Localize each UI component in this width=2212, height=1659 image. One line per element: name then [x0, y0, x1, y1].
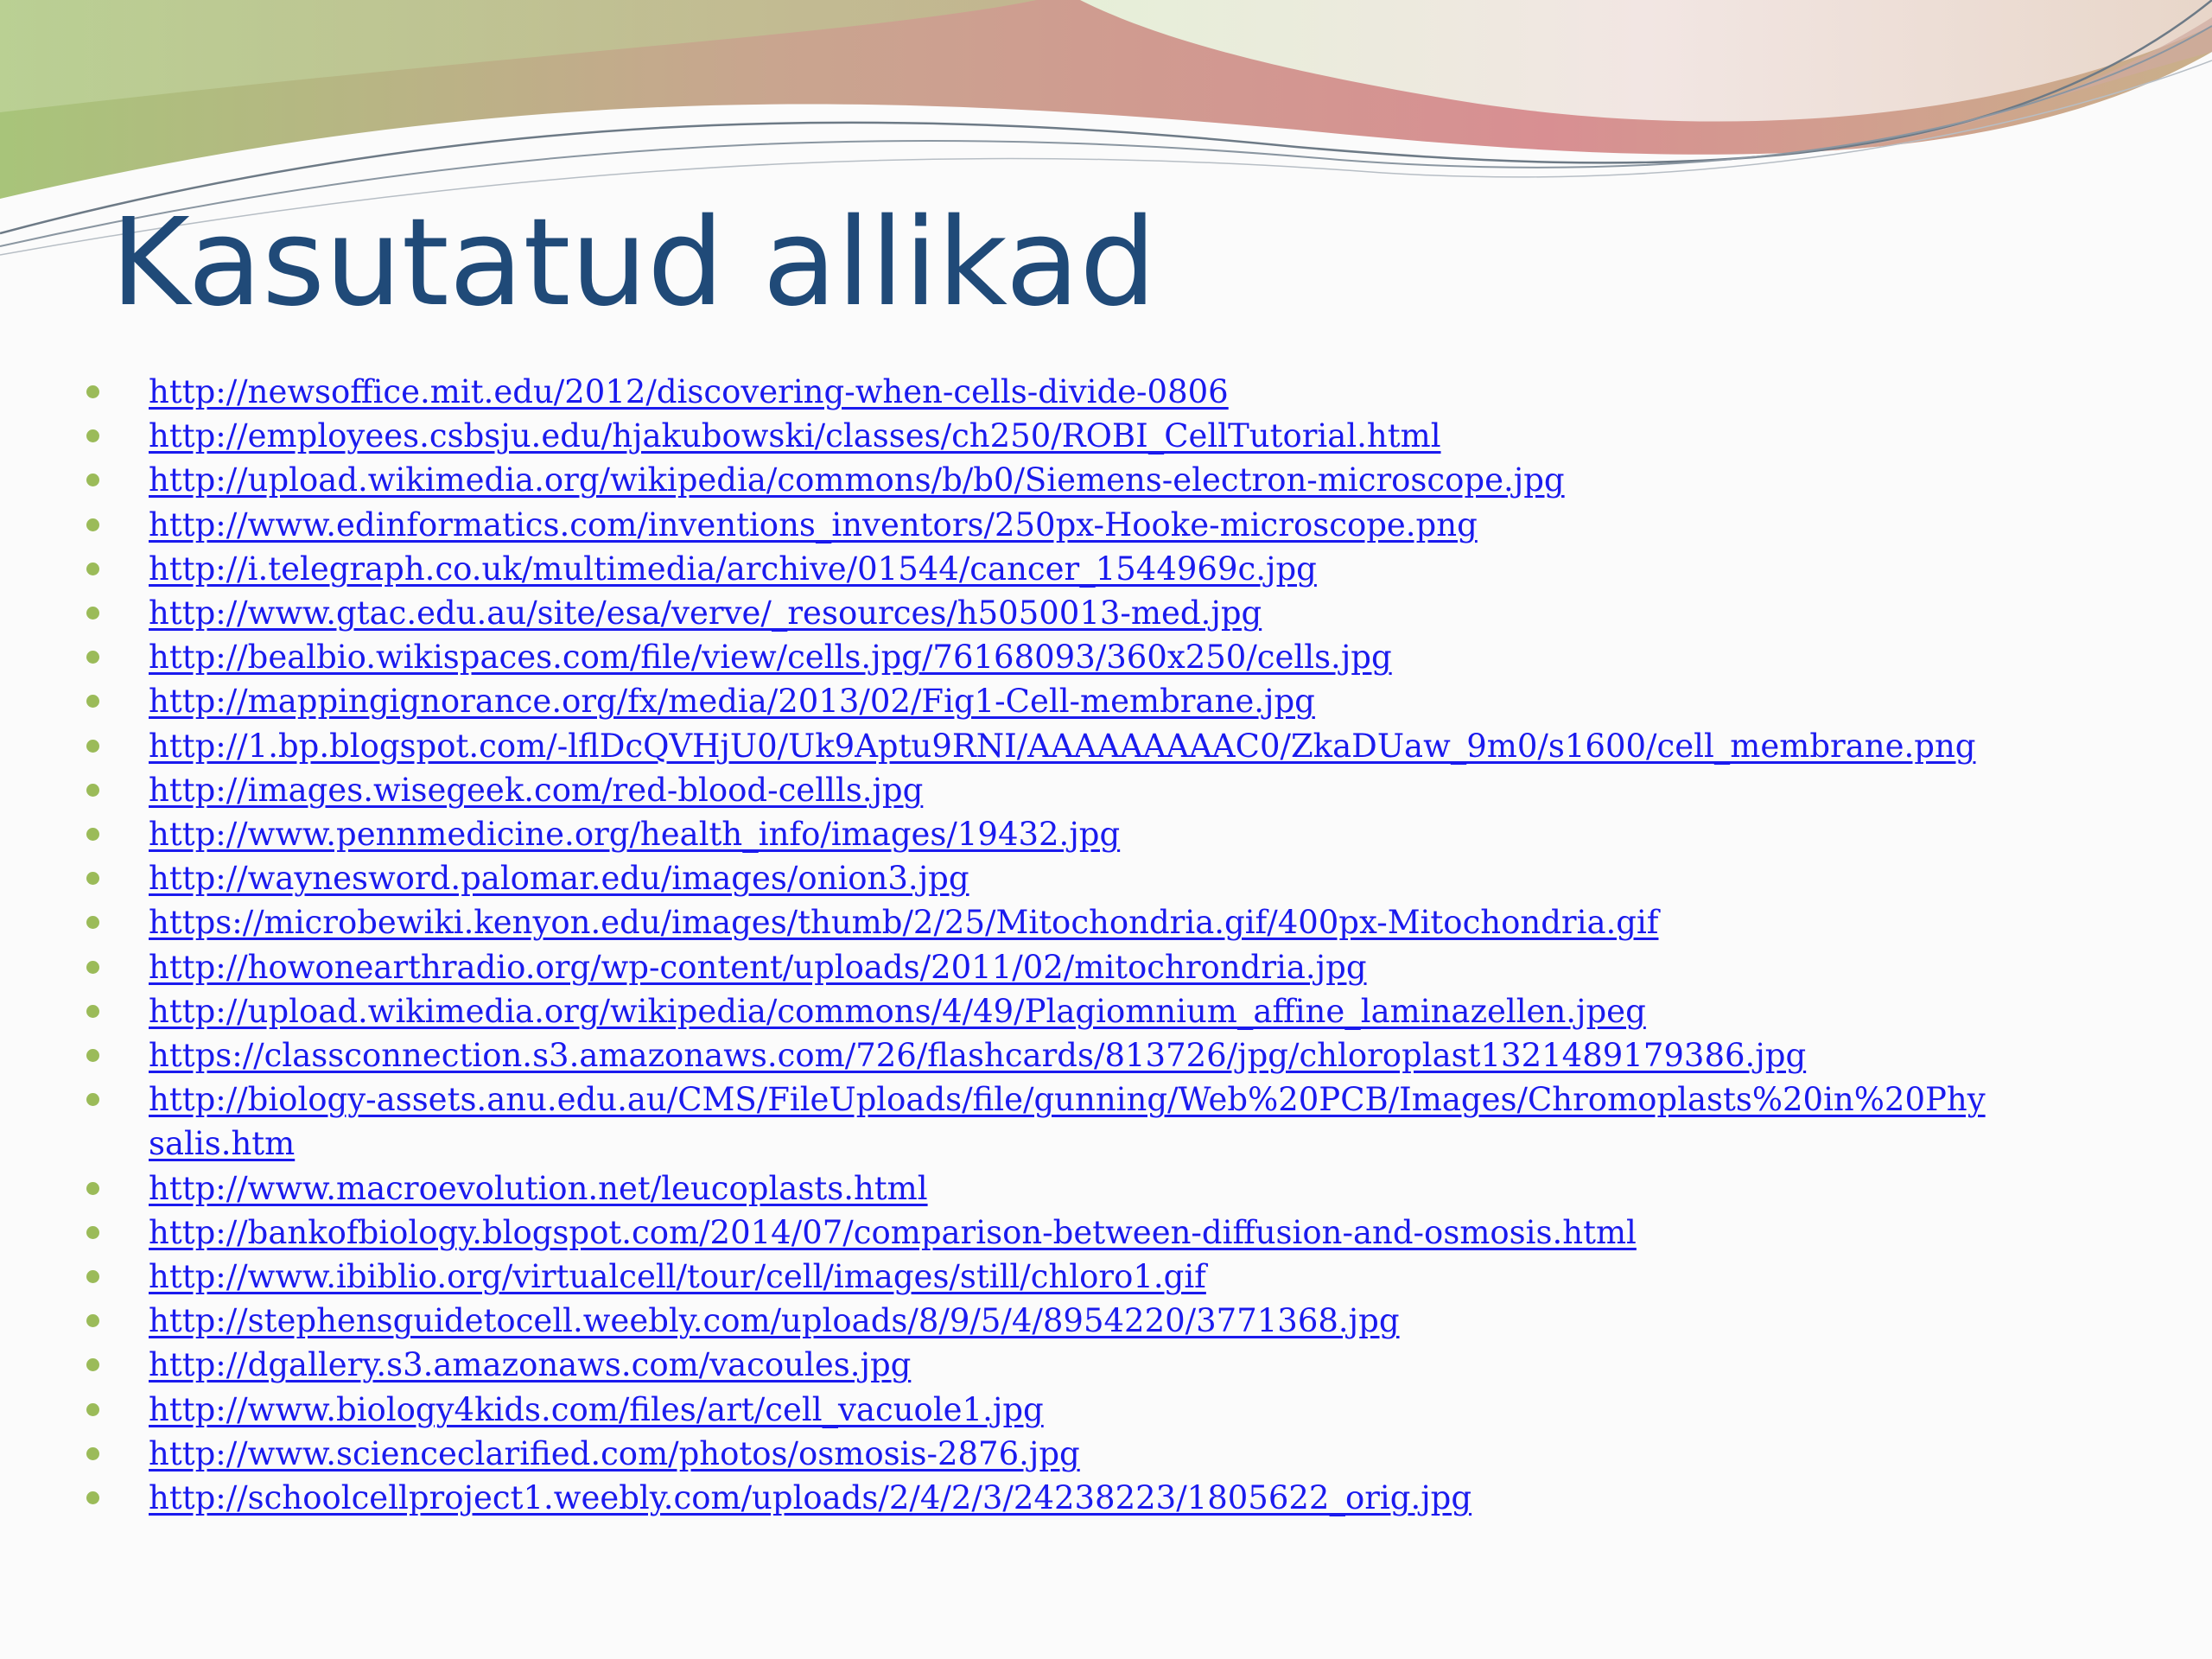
list-item — [83, 503, 2157, 547]
list-item — [83, 900, 2157, 944]
bullet-icon — [86, 1491, 99, 1504]
list-item — [83, 414, 2157, 458]
list-item — [83, 370, 2157, 414]
slide-title: Kasutatud allikad — [111, 193, 1157, 334]
list-item — [83, 856, 2157, 900]
source-link[interactable]: http://stephensguidetocell.weebly.com/uploads/8/9/5/4/8954220/3771368.jpg — [149, 1302, 1400, 1340]
bullet-icon — [86, 385, 99, 398]
source-link[interactable]: http://waynesword.palomar.edu/images/onion3.jpg — [149, 860, 969, 898]
source-link[interactable]: https://microbewiki.kenyon.edu/images/thumb/2/25/Mitochondria.gif/400px-Mitochondria.gif — [149, 904, 1659, 942]
list-item — [83, 1432, 2157, 1476]
source-link[interactable]: http://upload.wikimedia.org/wikipedia/commons/b/b0/Siemens-electron-microscope.jpg — [149, 461, 1565, 499]
bullet-icon — [86, 429, 99, 442]
source-link[interactable]: http://www.biology4kids.com/files/art/cell_vacuole1.jpg — [149, 1390, 1044, 1428]
source-link[interactable]: http://www.edinformatics.com/inventions_inventors/250px-Hooke-microscope.png — [149, 505, 1478, 543]
bullet-icon — [86, 474, 99, 486]
source-link[interactable]: http://www.pennmedicine.org/health_info/images/19432.jpg — [149, 816, 1121, 854]
bullet-icon — [86, 1093, 99, 1106]
source-link[interactable]: http://bealbio.wikispaces.com/file/view/cells.jpg/76168093/360x250/cells.jpg — [149, 639, 1392, 677]
list-item — [83, 1166, 2157, 1211]
bullet-icon — [86, 1226, 99, 1239]
list-item — [83, 591, 2157, 635]
list-item — [83, 458, 2157, 502]
list-item — [83, 1476, 2157, 1520]
source-link[interactable]: http://employees.csbsju.edu/hjakubowski/classes/ch250/ROBI_CellTutorial.html — [149, 417, 1441, 455]
list-item — [83, 1033, 2157, 1077]
source-link[interactable]: http://1.bp.blogspot.com/-lflDcQVHjU0/Uk9Aptu9RNI/AAAAAAAAAC0/ZkaDUaw_9m0/s1600/cell_membrane.png — [149, 727, 1976, 765]
bullet-icon — [86, 828, 99, 841]
list-item — [83, 1343, 2157, 1387]
list-item — [83, 724, 2157, 768]
list-item — [83, 635, 2157, 679]
bullet-icon — [86, 1005, 99, 1018]
bullet-icon — [86, 518, 99, 531]
bullet-icon — [86, 563, 99, 575]
bullet-icon — [86, 1049, 99, 1062]
source-link[interactable]: https://classconnection.s3.amazonaws.com/726/flashcards/813726/jpg/chloroplast1321489179386.jpg — [149, 1037, 1807, 1075]
bullet-icon — [86, 607, 99, 620]
source-link[interactable]: http://biology-assets.anu.edu.au/CMS/FileUploads/file/gunning/Web%20PCB/Images/Chromoplasts%20in%20Physalis.htm — [149, 1081, 1986, 1163]
list-item — [83, 1077, 1989, 1166]
bullet-icon — [86, 1270, 99, 1283]
bullet-icon — [86, 784, 99, 797]
list-item — [83, 1211, 2157, 1255]
source-links-list — [83, 370, 2157, 1520]
bullet-icon — [86, 695, 99, 708]
bullet-icon — [86, 1447, 99, 1460]
source-link[interactable]: http://i.telegraph.co.uk/multimedia/archive/01544/cancer_1544969c.jpg — [149, 550, 1317, 588]
list-item — [83, 1388, 2157, 1432]
list-item — [83, 989, 2157, 1033]
source-link[interactable]: http://images.wisegeek.com/red-blood-cellls.jpg — [149, 771, 924, 809]
bullet-icon — [86, 1403, 99, 1416]
bullet-icon — [86, 651, 99, 664]
list-item — [83, 547, 2157, 591]
source-link[interactable]: http://newsoffice.mit.edu/2012/discovering-when-cells-divide-0806 — [149, 373, 1229, 410]
source-link[interactable]: http://schoolcellproject1.weebly.com/uploads/2/4/2/3/24238223/1805622_orig.jpg — [149, 1479, 1472, 1517]
source-link[interactable]: http://howonearthradio.org/wp-content/uploads/2011/02/mitochrondria.jpg — [149, 948, 1367, 986]
source-link[interactable]: http://www.scienceclarified.com/photos/osmosis-2876.jpg — [149, 1434, 1080, 1472]
bullet-icon — [86, 1182, 99, 1195]
source-link[interactable]: http://www.gtac.edu.au/site/esa/verve/_resources/h5050013-med.jpg — [149, 594, 1262, 632]
list-item — [83, 768, 2157, 812]
list-item — [83, 812, 2157, 856]
bullet-icon — [86, 740, 99, 753]
list-item — [83, 945, 2157, 989]
bullet-icon — [86, 1314, 99, 1327]
list-item — [83, 679, 2157, 723]
source-link[interactable]: http://upload.wikimedia.org/wikipedia/commons/4/49/Plagiomnium_affine_laminazellen.jpeg — [149, 992, 1646, 1030]
source-link[interactable]: http://bankofbiology.blogspot.com/2014/07/comparison-between-diffusion-and-osmosis.html — [149, 1213, 1637, 1251]
source-link[interactable]: http://dgallery.s3.amazonaws.com/vacoules.jpg — [149, 1346, 912, 1384]
source-link[interactable]: http://mappingignorance.org/fx/media/2013/02/Fig1-Cell-membrane.jpg — [149, 683, 1315, 721]
bullet-icon — [86, 961, 99, 974]
bullet-icon — [86, 1358, 99, 1371]
list-item — [83, 1299, 2157, 1343]
source-link[interactable]: http://www.ibiblio.org/virtualcell/tour/cell/images/still/chloro1.gif — [149, 1258, 1206, 1296]
bullet-icon — [86, 872, 99, 885]
source-link[interactable]: http://www.macroevolution.net/leucoplasts.html — [149, 1169, 928, 1207]
bullet-icon — [86, 916, 99, 929]
list-item — [83, 1255, 2157, 1299]
